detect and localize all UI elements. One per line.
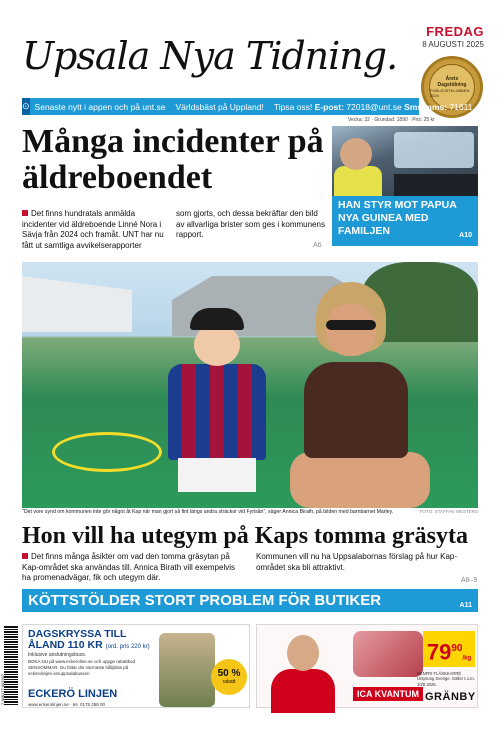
main-story-lead-col1-text: Det finns hundratals anmälda incidenter vid äldreboende Linné Nora i Sävja från 2024 och framåt. UNT har nu fått ut samtliga avvikelserapporter bbox=[22, 209, 164, 250]
teaser-box[interactable] bbox=[332, 196, 478, 246]
main-headline: Många incidenter på äldreboendet bbox=[22, 123, 324, 196]
grocery-ad-description: BENFRI FLÄSKKARRÉ Ursprung Sverige. Gäller t.o.m. 10/8 2025. bbox=[417, 671, 475, 687]
photo-woman bbox=[280, 282, 440, 508]
pilot-vest bbox=[334, 166, 382, 200]
info-bar-world-best: Världsbäst på Uppland! bbox=[175, 101, 264, 112]
photo-child bbox=[162, 308, 272, 508]
issue-info: Vecka: 32 · Grundad: 1890 · Pris: 25 kr bbox=[348, 117, 435, 123]
ferry-ad-small-print: BOKA NU på www.eckeroline.se och uppge rabattkod SENSOMMAR. Du hittar din närmaste hållplats på eckerolinjen.se/uppsalabussen bbox=[28, 659, 136, 676]
cockpit-window bbox=[394, 132, 474, 168]
child-cap bbox=[190, 308, 244, 330]
main-photo bbox=[22, 262, 478, 508]
second-headline: Hon vill ha utegym på Kaps tomma gräsyta bbox=[22, 523, 469, 549]
award-line1: Årets bbox=[445, 76, 459, 82]
ferry-ad-logo: ECKERÖ LINJEN bbox=[28, 688, 118, 700]
grocery-ad-brand2: GRÄNBY bbox=[425, 691, 476, 703]
barcode-icon bbox=[4, 625, 18, 705]
pilot-head bbox=[340, 138, 372, 170]
ferry-ad-title2-text: ÅLAND 110 KR bbox=[28, 639, 103, 651]
award-line2: Dagstidning bbox=[437, 82, 467, 88]
bullet-square-icon bbox=[22, 553, 28, 559]
tips-label: Tipsa oss! bbox=[273, 101, 313, 112]
photo-credit: FOTO: STAFFAN WESTERS bbox=[419, 509, 478, 514]
main-story-lead-col1 bbox=[22, 209, 167, 251]
discount-percent: 50 % bbox=[217, 668, 241, 679]
main-story-page-ref: A6 bbox=[313, 242, 322, 249]
epost-value: 72018@unt.se bbox=[346, 101, 402, 112]
second-story-col1 bbox=[22, 552, 244, 584]
ferry-ad-title2-note: (ord. pris 220 kr) bbox=[105, 644, 150, 650]
barcode-digits: 7 388177 002507 bbox=[0, 673, 5, 705]
price-tag bbox=[423, 631, 475, 667]
masthead-logo: Upsala Nya Tidning. bbox=[22, 34, 398, 78]
woman-legs bbox=[290, 452, 430, 508]
sms-value: 71611 bbox=[449, 101, 473, 112]
ferry-ad-note: Inklusive anslutningsbuss. bbox=[28, 652, 87, 658]
teaser-photo bbox=[332, 126, 478, 200]
epost-label: E-post: bbox=[314, 101, 344, 112]
app-icon: ⊙ bbox=[22, 98, 30, 115]
clerk-head bbox=[287, 635, 319, 671]
banner-page-ref: A11 bbox=[459, 602, 472, 609]
discount-label: rabatt bbox=[222, 679, 236, 685]
second-story-page-ref: A8–9 bbox=[461, 577, 478, 584]
discount-badge bbox=[211, 659, 247, 695]
second-story-col2: Kommunen vill nu ha Uppsalabornas förslag på hur Kap-området ska bli attraktivt. bbox=[256, 552, 458, 572]
second-story-col1-text: Det finns många åsikter om vad den tomma gräsytan på Kap-området ska användas till. Annica Birath vill exempelvis ha promenadvägar, fik och utegym där. bbox=[22, 552, 235, 582]
teaser-headline: HAN STYR MOT PAPUA NYA GUINEA MED FAMILJEN bbox=[338, 199, 457, 237]
woman-top bbox=[304, 362, 408, 458]
photo-yellow-ring bbox=[52, 432, 162, 472]
child-shirt bbox=[168, 364, 266, 460]
info-bar-tips bbox=[269, 102, 478, 112]
ferry-ad-people-photo bbox=[159, 633, 215, 707]
ferry-ad-title1: DAGSKRYSSA TILL bbox=[28, 628, 127, 640]
news-banner[interactable] bbox=[22, 589, 478, 612]
price-unit: /kg bbox=[462, 655, 472, 662]
grocery-ad-meat-photo bbox=[353, 631, 423, 677]
sms-label: Sms/mms: bbox=[404, 101, 448, 112]
ferry-ad[interactable] bbox=[22, 624, 250, 708]
bullet-square-icon bbox=[22, 210, 28, 216]
info-bar-app-text: Senaste nytt i appen och på unt.se bbox=[34, 101, 166, 112]
photo-tent bbox=[22, 262, 132, 332]
grocery-ad-brand1: ICA KVANTUM bbox=[353, 687, 423, 701]
woman-sunglasses bbox=[326, 320, 376, 330]
issue-weekday: FREDAG bbox=[426, 24, 484, 39]
award-line3: PUBLICISTKLUBBEN 2024 bbox=[430, 88, 470, 98]
child-face bbox=[194, 324, 240, 366]
main-story-lead-col2: som gjorts, och dessa bekräftar den bild av allvarliga brister som ges i kommunens rapport. bbox=[176, 209, 325, 239]
grocery-ad[interactable] bbox=[256, 624, 478, 708]
teaser-page-ref: A10 bbox=[459, 232, 472, 239]
price-main: 79 bbox=[426, 639, 452, 665]
child-shorts bbox=[178, 458, 256, 492]
photo-caption: "Det vore synd om kommunen inte gör något åt Kap när man gjort så fint längs andra sträckor vid Fyrisån", säger Annica Birath, på bilden med barnbarnet Marley. bbox=[22, 509, 394, 515]
issue-date: 8 AUGUSTI 2025 bbox=[422, 40, 484, 49]
clerk-body bbox=[271, 669, 335, 713]
woman-face bbox=[326, 304, 376, 356]
banner-headline: KÖTTSTÖLDER STORT PROBLEM FÖR BUTIKER bbox=[28, 592, 382, 609]
info-bar bbox=[22, 98, 473, 115]
grocery-ad-clerk bbox=[265, 629, 341, 709]
ferry-ad-contact: www.eckerolinjen.se · tel. 0175 258 00 bbox=[28, 702, 106, 707]
price-cents: 90 bbox=[451, 643, 463, 654]
